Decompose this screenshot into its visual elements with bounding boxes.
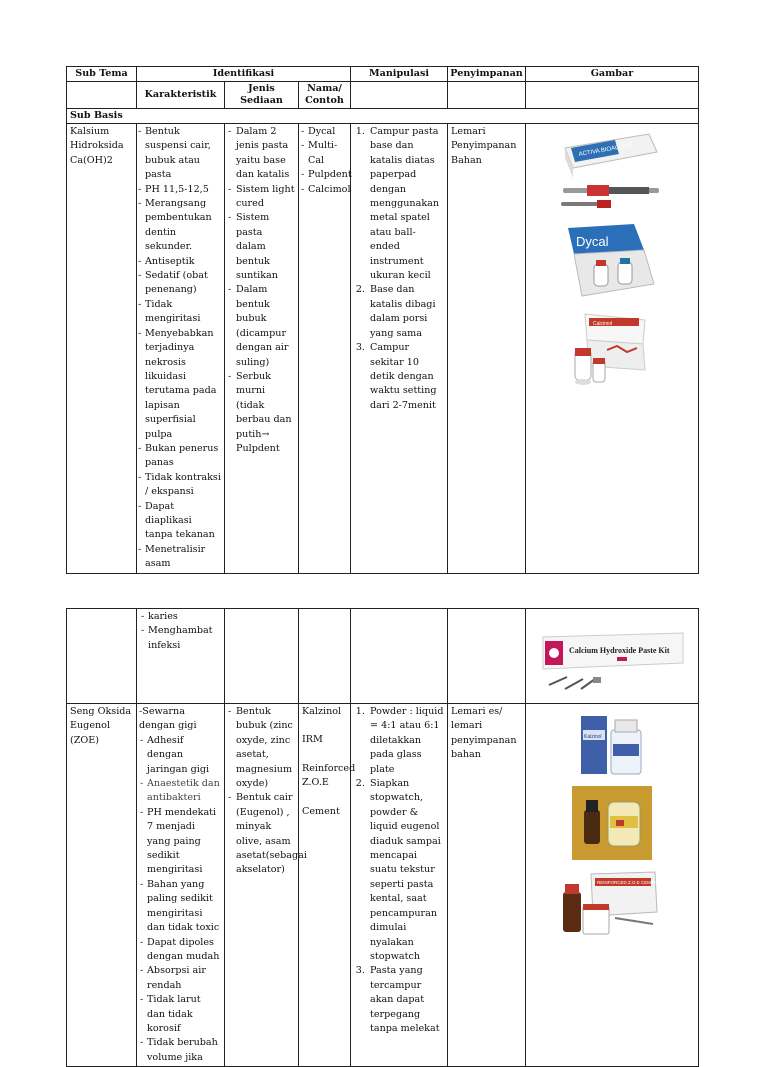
reinforced-zoe-product-image [557,866,667,942]
material-table-page-1 [66,66,699,574]
penyimpanan-kalsium: Lemari Penyimpanan Bahan [448,124,526,574]
header-manipulasi: Manipulasi [351,67,448,82]
sub-basis-label: Sub Basis [67,109,699,124]
activ-box-label: ACTIVA BIOACTIVE [578,142,634,158]
header-karakteristik: Karakteristik [137,82,225,109]
jenis-sediaan-list: - Dalam 2 jenis pasta yaitu base dan katalis - Sistem light cured - Sistem pasta dalam bentuk suntikan - Dalam bentuk bubuk (dicampur dengan air suling) - Serbuk murni (tidak berbau dan putih→ Pulpdent [228,125,295,456]
kalzinol-box-label: Kalzinol [584,734,602,740]
header-sub-tema: Sub Tema [67,67,137,82]
karakteristik-list: - Bentuk suspensi cair, bubuk atau pasta - PH 11,5-12,5 - Merangsang pembentukan dentin sekunder. - Antiseptik - Sedatif (obat penenang) - Tidak mengiritasi - Menyebabkan terjadinya nekrosis likuidasi terutama pada lapisan superfisial pulpa - Bukan penerus panas - Tidak kontraksi / ekspansi - Dapat diaplikasi tanpa tekanan - Menetralisir asam [137,125,221,572]
header-gambar: Gambar [526,67,699,82]
nama-contoh-list: - Dycal - Multi-Cal - Pulpdent - Calcimol [300,125,347,197]
calcimol-box-label: Calcimol [593,321,613,327]
karakteristik-list-continued: - karies - Menghambat infeksi [140,610,221,653]
dycal-product-image [564,220,660,306]
header-identifikasi: Identifikasi [137,67,351,82]
material-table-page-2 [66,608,699,1067]
manipulasi-list: 1. Campur pasta base dan katalis diatas paperpad dengan menggunakan metal spatel atau ball-ended instrument ukuran kecil 2. Base dan katalis dibagi dalam porsi yang sama 3. Campur sekitar 10 detik dengan waktu setting dari 2-7menit [351,125,444,413]
tema-zoe: Seng Oksida Eugenol (ZOE) [67,704,137,1067]
jenis-sediaan-list-zoe: - Bentuk bubuk (zinc oxyde, zinc asetat, magnesium oxyde) - Bentuk cair (Eugenol) , minyak olive, asam asetat(sebagai akselator) [228,705,295,878]
irm-product-image [572,786,652,860]
header-nama-contoh: Nama/ Contoh [299,82,351,109]
header-jenis-sediaan: Jenis Sediaan [225,82,299,109]
header-penyimpanan: Penyimpanan [448,67,526,82]
tema-kalsium: Kalsium Hidroksida Ca(OH)2 [67,124,137,574]
paste-kit-box-label: Calcium Hydroxide Paste Kit [569,646,670,655]
nama-contoh-zoe: Kalzinol IRM Reinforced Z.O.E Cement [302,706,356,817]
zoe-box-label: REINFORCED Z.O.E CEMENT [597,880,661,885]
penyimpanan-zoe: Lemari es/ lemari penyimpanan bahan [448,704,526,1067]
paste-kit-product-image [537,623,687,699]
dycal-box-label: Dycal [576,234,609,249]
karakteristik-list-zoe: -Sewarna dengan gigi - Adhesif dengan jaringan gigi - Anaestetik dan antibakteri - PH mendekati 7 menjadi yang paing sedikit mengiritasi - Bahan yang paling sedikit mengiritasi dan tidak toxic - Dapat dipoles dengan mudah - Absorpsi air rendah - Tidak larut dan tidak korosif - Tidak berubah volume jika [139,705,221,1065]
manipulasi-list-zoe: 1. Powder : liquid = 4:1 atau 6:1 diletakkan pada glass plate 2. Siapkan stopwatch, powder & liquid eugenol diaduk sampai mencapai suatu tekstur seperti pasta kental, saat pencampuran dimulai nyalakan stopwatch 3. Pasta yang tercampur akan dapat terpegang tanpa melekat [351,705,444,1036]
calcimol-product-image [567,310,657,390]
activ-product-image [557,130,667,216]
kalzinol-product-image [577,708,647,780]
